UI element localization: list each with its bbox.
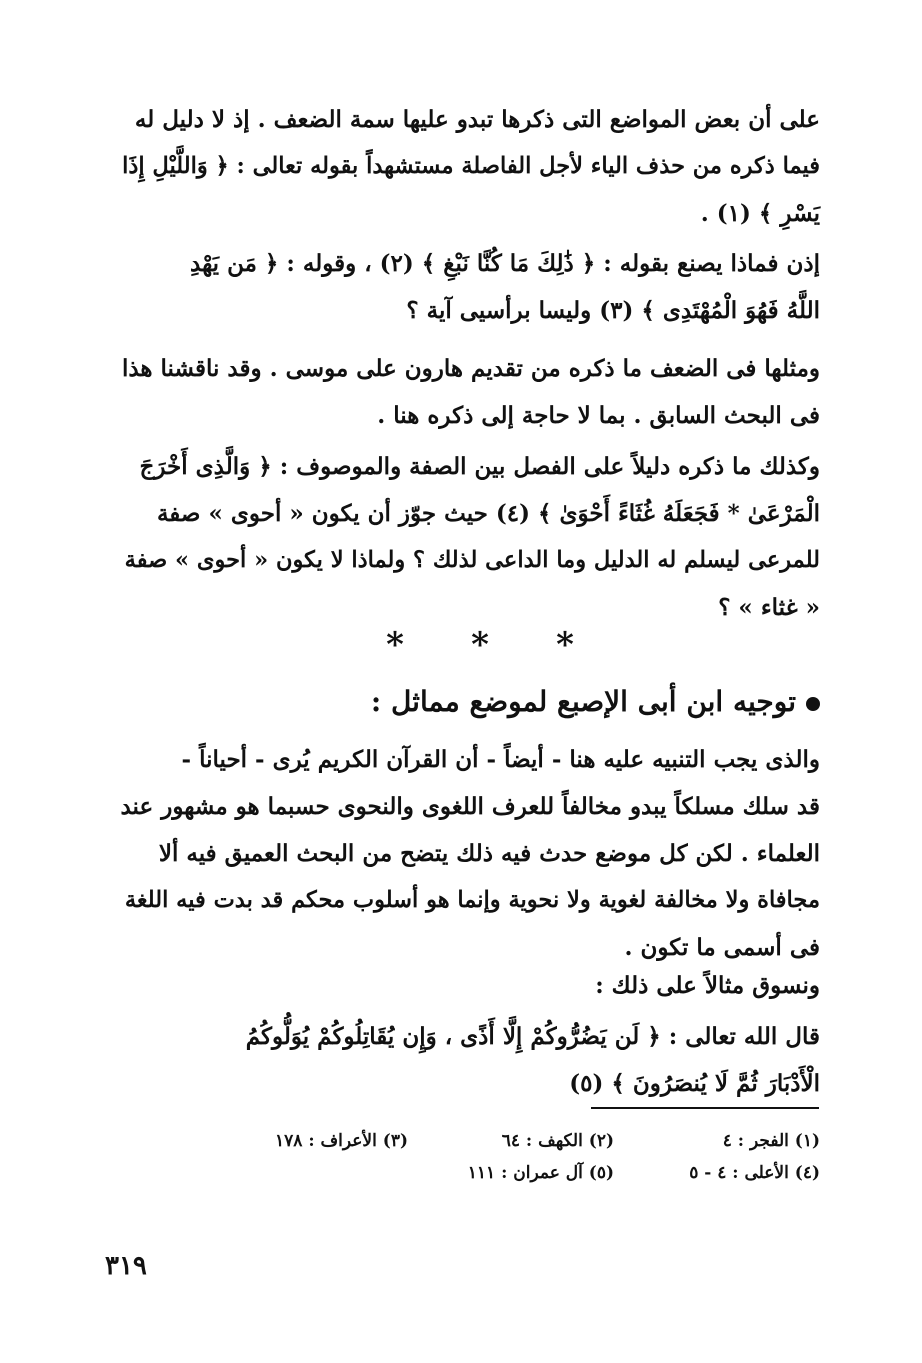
section-separator xyxy=(380,625,580,665)
text-line: فيما ذكره من حذف الياء لأجل الفاصلة مستشهداً بقوله تعالى : ﴿ وَاللَّيْلِ إِذَا xyxy=(122,153,820,179)
footnote xyxy=(202,1157,408,1189)
page-number: ٣١٩ xyxy=(105,1251,147,1281)
separator-star: * xyxy=(386,625,404,665)
footnotes xyxy=(200,1125,820,1189)
text-line: العلماء . لكن كل موضع حدث فيه ذلك يتضح من البحث العميق فيه ألا xyxy=(158,840,820,867)
footnote-row xyxy=(200,1157,820,1189)
paragraph-6 xyxy=(110,962,820,1009)
text-line: والذى يجب التنبيه عليه هنا - أيضاً - أن القرآن الكريم يُرى - أحياناً - xyxy=(181,746,820,773)
text-line: إذن فماذا يصنع بقوله : ﴿ ذَٰلِكَ مَا كُنَّا نَبْغِ ﴾ (٢) ، وقوله : ﴿ مَن يَهْدِ xyxy=(190,250,820,277)
text-line: قال الله تعالى : ﴿ لَن يَضُرُّوكُمْ إِلَّا أَذًى ، وَإِن يُقَاتِلُوكُمْ يُوَلُّوكُمُ xyxy=(245,1023,820,1050)
separator-star: * xyxy=(471,625,489,665)
text-line: قد سلك مسلكاً يبدو مخالفاً للعرف اللغوى والنحوى حسبما هو مشهور عند xyxy=(120,793,820,820)
text-line: الْأَدْبَارَ ثُمَّ لَا يُنصَرُونَ ﴾ (٥) xyxy=(569,1070,820,1097)
text-line: « غثاء » ؟ xyxy=(718,594,820,621)
footnote: (٥) آل عمران : ١١١ xyxy=(467,1163,614,1183)
text-line: وكذلك ما ذكره دليلاً على الفصل بين الصفة والموصوف : ﴿ وَالَّذِى أَخْرَجَ xyxy=(139,453,820,480)
text-line: فى البحث السابق . بما لا حاجة إلى ذكره هنا . xyxy=(377,402,820,429)
paragraph-4 xyxy=(110,443,820,631)
text-line: الْمَرْعَىٰ * فَجَعَلَهُ غُثَاءً أَحْوَىٰ ﴾ (٤) حيث جوّز أن يكون « أحوى » صفة xyxy=(156,500,820,527)
section-heading xyxy=(300,680,820,724)
text-line: على أن بعض المواضع التى ذكرها تبدو عليها سمة الضعف . إذ لا دليل له xyxy=(134,106,820,133)
section-heading-text: توجيه ابن أبى الإصبع لموضع مماثل : xyxy=(370,685,796,718)
text-line: فى أسمى ما تكون . xyxy=(624,934,820,961)
paragraph-1 xyxy=(110,96,820,237)
text-line: اللَّهُ فَهُوَ الْمُهْتَدِى ﴾ (٣) وليسا برأسيى آية ؟ xyxy=(406,297,820,324)
text-line: ونسوق مثالاً على ذلك : xyxy=(595,972,820,999)
footnote-row xyxy=(200,1125,820,1157)
footnote: (٤) الأعلى : ٤ - ٥ xyxy=(689,1163,820,1183)
paragraph-2 xyxy=(110,240,820,334)
footnote-divider xyxy=(591,1107,819,1109)
separator-star: * xyxy=(556,625,574,665)
text-line: مجافاة ولا مخالفة لغوية ولا نحوية وإنما هو أسلوب محكم قد بدت فيه اللغة xyxy=(124,887,820,913)
bullet-icon xyxy=(806,697,820,711)
footnote: (٢) الكهف : ٦٤ xyxy=(501,1131,614,1151)
text-line: ومثلها فى الضعف ما ذكره من تقديم هارون على موسى . وقد ناقشنا هذا xyxy=(121,355,820,382)
text-line: للمرعى ليسلم له الدليل وما الداعى لذلك ؟ ولماذا لا يكون « أحوى » صفة xyxy=(124,547,820,573)
text-line: يَسْرِ ﴾ (١) . xyxy=(700,200,820,227)
paragraph-5 xyxy=(110,736,820,971)
paragraph-7 xyxy=(110,1013,820,1107)
footnote: (١) الفجر : ٤ xyxy=(722,1131,820,1151)
paragraph-3 xyxy=(110,345,820,439)
footnote: (٣) الأعراف : ١٧٨ xyxy=(275,1131,408,1151)
